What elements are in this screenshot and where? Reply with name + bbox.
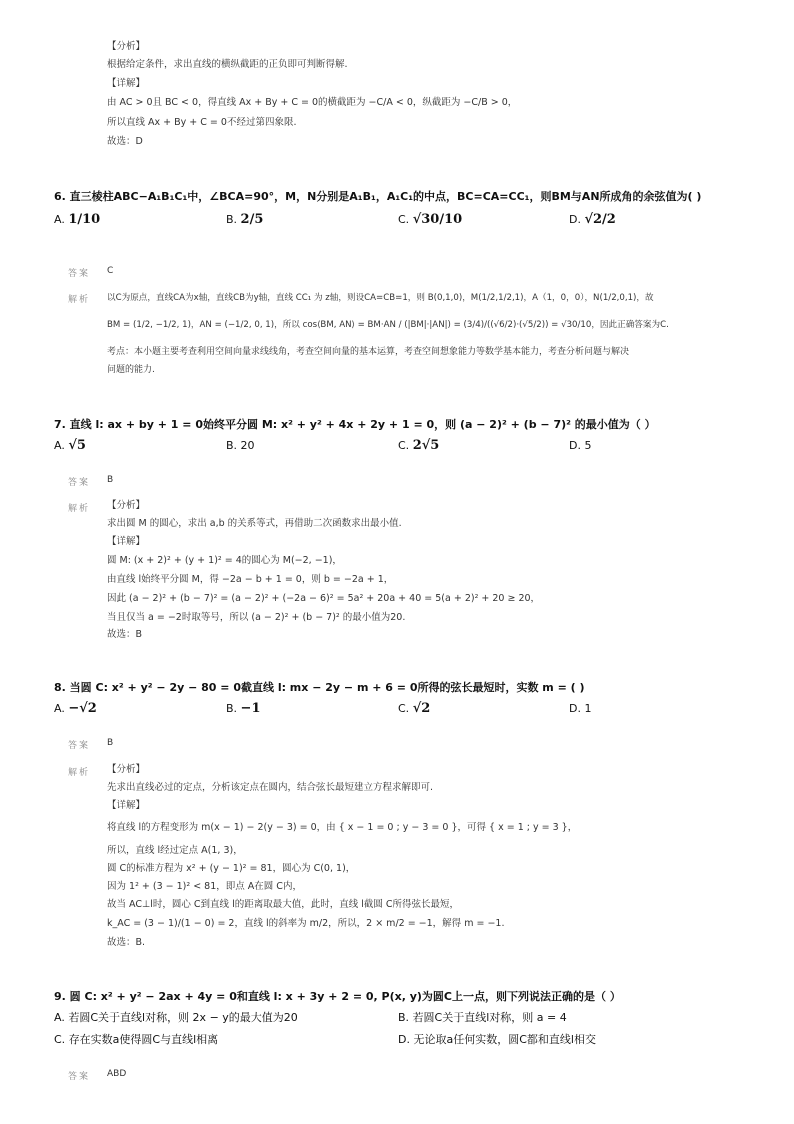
option-value: 20 [240, 439, 255, 452]
option-value: √2 [412, 701, 431, 716]
option-letter: C. [398, 439, 410, 452]
question-8-option-c [398, 701, 430, 717]
option-value: 若圆C关于直线l对称，则 a = 4 [412, 1011, 567, 1024]
choice-line: 故选：B [107, 629, 143, 640]
option-value: 1 [584, 702, 592, 715]
answer-label: 答案 [68, 1072, 91, 1082]
analysis-tag: 【分析】 [107, 764, 146, 775]
analysis-tag: 【分析】 [107, 500, 146, 511]
question-8-option-b [226, 701, 261, 717]
detail-line: 因此 (a − 2)² + (b − 7)² = (a − 2)² + (−2a − 6)² = 5a² + 20a + 40 = 5(a + 2)² + 20 ≥ 20， [107, 593, 541, 604]
question-9-option-c [54, 1032, 218, 1048]
option-letter: A. [54, 213, 65, 226]
option-letter: C. [398, 213, 410, 226]
detail-line: 当且仅当 a = −2时取等号，所以 (a − 2)² + (b − 7)² 的最小值为20. [107, 612, 406, 623]
question-9-option-d [398, 1032, 596, 1048]
option-value: √2/2 [584, 212, 616, 227]
question-8-option-a [54, 701, 97, 717]
option-value: √5 [68, 438, 86, 453]
question-7-option-d [569, 438, 591, 454]
option-value: 存在实数a使得圆C与直线l相离 [68, 1033, 219, 1046]
answer-value: ABD [107, 1069, 127, 1079]
detail-line: 由直线 l始终平分圆 M，得 −2a − b + 1 = 0，则 b = −2a + 1， [107, 574, 394, 585]
option-value: 2/5 [240, 212, 264, 227]
detail-tag: 【详解】 [107, 78, 146, 89]
option-letter: C. [398, 702, 410, 715]
question-6-stem: 6. 直三棱柱ABC−A₁B₁C₁中，∠BCA=90°，M，N分别是A₁B₁，A₁C₁的中点，BC=CA=CC₁，则BM与AN所成角的余弦值为( ) [54, 190, 702, 203]
option-value: √30/10 [412, 212, 463, 227]
question-7-option-a [54, 438, 86, 454]
option-value: 1/10 [68, 212, 101, 227]
option-letter: D. [569, 702, 581, 715]
detail-line: 故当 AC⊥l时，圆心 C到直线 l的距离取最大值，此时，直线 l截圆 C所得弦长最短， [107, 899, 460, 910]
detail-line: 所以直线 Ax + By + C = 0不经过第四象限. [107, 117, 297, 128]
option-value: 若圆C关于直线l对称，则 2x − y的最大值为20 [68, 1011, 298, 1024]
analysis-line: 以C为原点，直线CA为x轴，直线CB为y轴，直线 CC₁ 为 z轴，则设CA=CB=1，则 B(0,1,0)，M(1/2,1/2,1)，A（1，0，0），N(1/2,0,1)，故 [107, 293, 654, 303]
option-letter: B. [398, 1011, 410, 1024]
option-letter: A. [54, 439, 65, 452]
analysis-line: 考点：本小题主要考查利用空间向量求线线角，考查空间向量的基本运算，考查空间想象能力等数学基本能力，考查分析问题与解决 [107, 347, 630, 357]
option-letter: D. [569, 439, 581, 452]
detail-line: 将直线 l的方程变形为 m(x − 1) − 2(y − 3) = 0，由 { x − 1 = 0 ; y − 3 = 0 }，可得 { x = 1 ; y = 3 }， [107, 822, 578, 833]
option-letter: D. [569, 213, 581, 226]
analysis-text: 求出圆 M 的圆心，求出 a,b 的关系等式，再借助二次函数求出最小值. [107, 518, 402, 529]
question-9-option-a [54, 1010, 298, 1026]
detail-line: 所以，直线 l经过定点 A(1, 3)， [107, 845, 243, 856]
option-value: 5 [584, 439, 592, 452]
choice-line: 故选：B. [107, 937, 146, 948]
answer-value: B [107, 475, 114, 485]
question-8-option-d [569, 701, 591, 717]
option-value: −√2 [68, 701, 97, 716]
question-6-option-c [398, 212, 462, 228]
analysis-label: 解析 [68, 295, 91, 305]
question-6-option-b [226, 212, 263, 228]
analysis-line: BM = (1/2, −1/2, 1)，AN = (−1/2, 0, 1)，所以 cos⟨BM, AN⟩ = BM·AN / (|BM|·|AN|) = (3/4)/((√6/2)·(√5/2)) = √30/10，因此正确答案为C. [107, 320, 669, 330]
answer-label: 答案 [68, 478, 91, 488]
detail-line: 圆 M: (x + 2)² + (y + 1)² = 4的圆心为 M(−2, −1)， [107, 555, 342, 566]
option-letter: C. [54, 1033, 66, 1046]
option-letter: B. [226, 213, 238, 226]
option-letter: A. [54, 702, 65, 715]
analysis-label: 解析 [68, 504, 91, 514]
option-letter: B. [226, 702, 238, 715]
analysis-tag: 【分析】 [107, 41, 146, 52]
option-letter: A. [54, 1011, 65, 1024]
detail-line: 因为 1² + (3 − 1)² < 81，即点 A在圆 C内， [107, 881, 302, 892]
option-value: −1 [240, 701, 261, 716]
question-7-stem: 7. 直线 l: ax + by + 1 = 0始终平分圆 M: x² + y² + 4x + 2y + 1 = 0，则 (a − 2)² + (b − 7)² 的最小值为（ ） [54, 418, 656, 431]
option-letter: B. [226, 439, 238, 452]
detail-line: 圆 C的标准方程为 x² + (y − 1)² = 81，圆心为 C(0, 1)， [107, 863, 356, 874]
question-7-option-b [226, 438, 255, 454]
answer-label: 答案 [68, 269, 91, 279]
question-9-stem: 9. 圆 C: x² + y² − 2ax + 4y = 0和直线 l: x + 3y + 2 = 0, P(x, y)为圆C上一点，则下列说法正确的是（ ） [54, 990, 621, 1003]
detail-line: 由 AC > 0且 BC < 0，得直线 Ax + By + C = 0的横截距为 −C/A < 0，纵截距为 −C/B > 0， [107, 97, 518, 108]
option-value: 2√5 [412, 438, 440, 453]
question-9-option-b [398, 1010, 567, 1026]
analysis-line: 问题的能力. [107, 365, 155, 375]
answer-value: C [107, 266, 114, 276]
analysis-text: 根据给定条件，求出直线的横纵截距的正负即可判断得解. [107, 59, 348, 70]
question-8-stem: 8. 当圆 C: x² + y² − 2y − 80 = 0截直线 l: mx − 2y − m + 6 = 0所得的弦长最短时，实数 m = ( ) [54, 681, 585, 694]
detail-tag: 【详解】 [107, 800, 146, 811]
detail-line: k_AC = (3 − 1)/(1 − 0) = 2，直线 l的斜率为 m/2，所以，2 × m/2 = −1，解得 m = −1. [107, 918, 505, 929]
answer-value: B [107, 738, 114, 748]
analysis-text: 先求出直线必过的定点，分析该定点在圆内，结合弦长最短建立方程求解即可. [107, 782, 434, 793]
question-6-option-a [54, 212, 100, 228]
question-7-option-c [398, 438, 439, 454]
choice-line: 故选：D [107, 136, 143, 147]
answer-label: 答案 [68, 741, 91, 751]
analysis-label: 解析 [68, 768, 91, 778]
option-value: 无论取a任何实数，圆C都和直线l相交 [413, 1033, 596, 1046]
question-6-option-d [569, 212, 616, 228]
option-letter: D. [398, 1033, 410, 1046]
detail-tag: 【详解】 [107, 536, 146, 547]
